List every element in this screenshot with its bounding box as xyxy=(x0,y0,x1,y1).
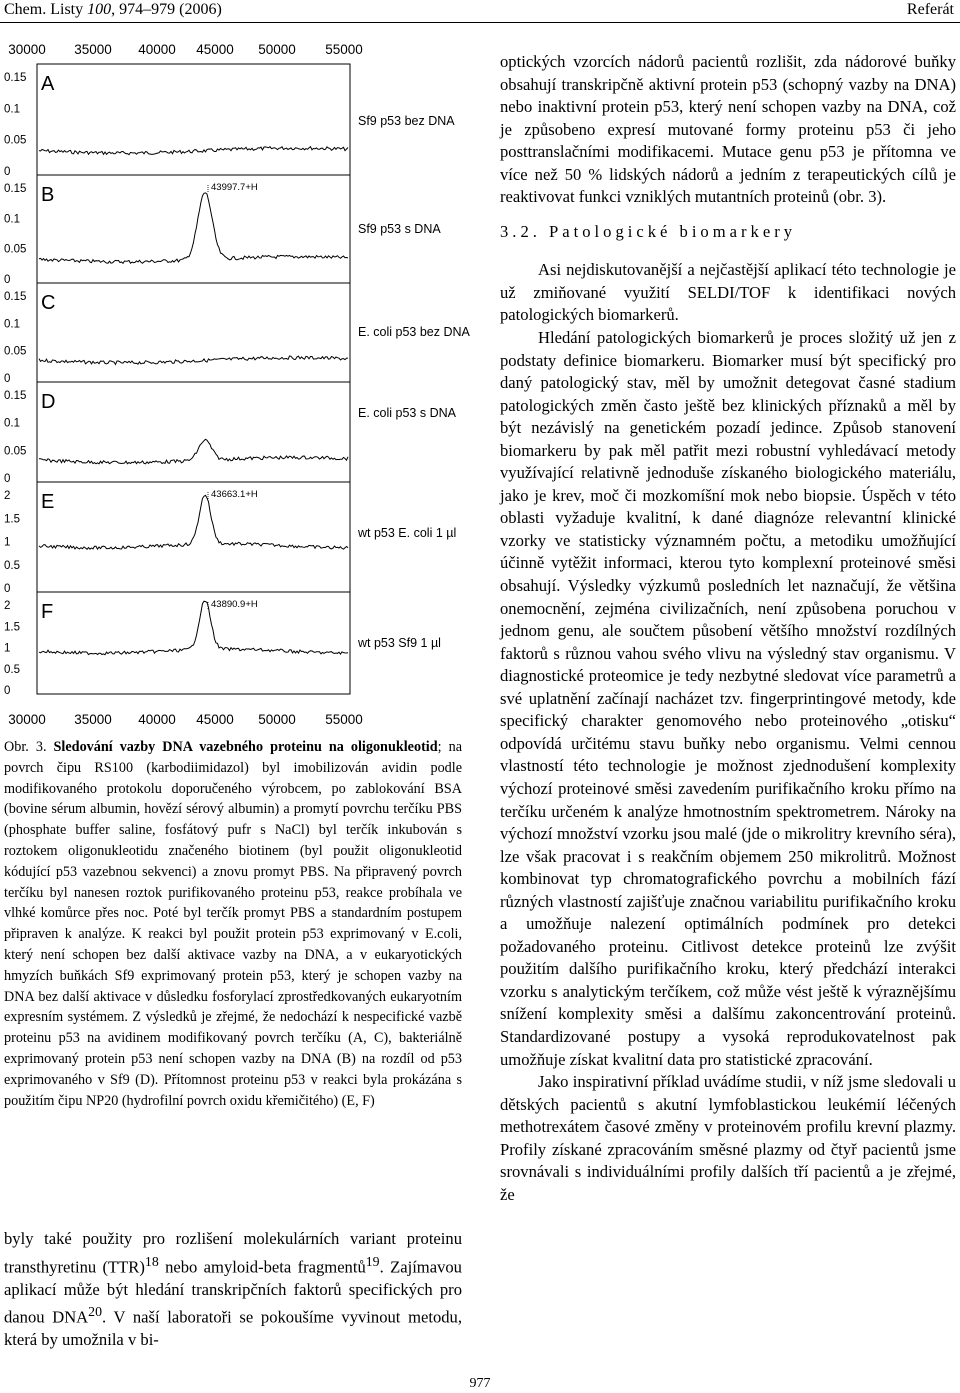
top-axis-tick: 35000 xyxy=(74,42,112,57)
spectrum-trace xyxy=(39,193,348,264)
panel-label: E. coli p53 s DNA xyxy=(358,406,456,420)
bottom-axis-tick: 30000 xyxy=(8,712,46,727)
paragraph-3: Jako inspirativní příklad uvádíme studii, v níž jsme sledovali u dětských pacientů s akutní lymfoblastickou leukémií léčených methotrexátem časové změny v proteinovém profilu krevní plazmy. Profily získané zpracováním směsné plazmy od čtyř pacientů jsme srovnávali s individuálními profily dalších tří pacientů a je zřejmé, že xyxy=(500,1072,956,1204)
bottom-axis-tick: 35000 xyxy=(74,712,112,727)
top-axis-tick: 55000 xyxy=(325,42,363,57)
y-tick-label: 0.5 xyxy=(4,663,20,676)
top-axis-tick: 50000 xyxy=(258,42,296,57)
top-axis-tick: 45000 xyxy=(196,42,234,57)
top-axis-tick: 40000 xyxy=(138,42,176,57)
plot-frame xyxy=(37,64,350,694)
y-tick-label: 0 xyxy=(4,373,11,385)
peak-label: 43890.9+H xyxy=(211,599,258,610)
panel-letter: B xyxy=(41,184,55,206)
panel-letter: C xyxy=(41,292,56,314)
panel-label: wt p53 E. coli 1 µl xyxy=(358,526,457,540)
ref-20: 20 xyxy=(88,1304,102,1320)
journal-citation: Chem. Listy 100, 974–979 (2006) xyxy=(4,1,222,18)
spectrum-trace xyxy=(39,356,348,364)
ref-18: 18 xyxy=(144,1253,159,1269)
y-tick-label: 1.5 xyxy=(4,513,20,526)
paragraph-2: Hledání patologických biomarkerů je proces složitý už jen z podstaty definice biomarkeru. Biomarker musí být specifický pro daný patologický stav, měl by umožnit detegovat časné stadium patologických změn často ještě bez klinických příznaků a měl by být nezávislý na genetickém pozadí jedince. Způsob stanovení biomarkeru by pak měl patřit mezi robustní vyhledávací metody využívající relativně jednoduše získaného biologického materiálu, jako je krev, moč či mozkomíšní mok nebo biopsie. Úspěch v této oblasti vyžaduje kvalitní, k dané diagnóze relevantní klinické vzorky ve statisticky významném počtu, a metodiku umožňující účinně vytěžit informaci, kterou tyto komplexní proteinové směsi obsahují. Výsledky výzkumů posledních let naznačují, že většina onemocnění, zejména civilizačních, není způsobena poruchou v jednom genu, ale součtem působení většího množství rozdílných faktorů s různou vahou svého vlivu na výsledný stav organismu. V diagnostické proteomice je tedy nezbytné sledovat více parametrů a své uplatnění začínají nacházet tzv. fingerprintingové metody, kde specifický charakter genomového nebo proteinového „otisku“ odpovídá určitému stavu buňky nebo organismu. Velmi cennou vlastností této technologie je možnost zjednodušení komplexity výchozí proteinové směsi zavedením purifikačního kroku přímo na terčíku určeném k analýze hmotnostním spektrometrem. Nároky na výchozí množství vzorku jsou malé (jde o mikrolitry krevního séra), lze však pracovat i s reakčním objemem 250 mikrolitrů. Možnost kombinovat typ chromatografického povrchu a mobilních fází různých vlastností zajišťuje značnou variabilitu purifikačního kroku a umožňuje nalezení optimálních podmínek pro detekci požadovaného proteinu. Citlivost detekce proteinů lze zvýšit použitím dalšího purifikačního kroku, který předchází interakci vzorku s analytickým terčíkem, což může vést ještě k výraznějšímu snížení komplexity směsi a dalšímu zakoncentrování proteinů. Standardizované postupy a vysoká reprodukovatelnost pak umožňuje získat kvalitní data pro statistické zpracování. xyxy=(500,328,956,1069)
panel-label: wt p53 Sf9 1 µl xyxy=(358,636,441,650)
y-tick-label: 0.1 xyxy=(4,213,20,226)
spectrum-trace xyxy=(39,147,348,155)
figure-3-spectra xyxy=(0,40,480,730)
spectrum-trace xyxy=(39,495,348,549)
paragraph-continued: optických vzorcích nádorů pacientů rozlišit, zda nádorové buňky obsahují transkripčně aktivní protein p53 (schopný vazby na DNA) nebo inaktivní protein p53, který není schopen vazby na DNA, což je způsobeno expresí mutované formy proteinu p53 či jeho posttranslačními modifikacemi. Mutace genu p53 je přítomna ve více než 50 % lidských nádorů a jedním z terapeutických cílů je reaktivovat funkci vzniklých mutantních proteinů (obr. 3). xyxy=(500,52,956,207)
panel-label: Sf9 p53 s DNA xyxy=(358,222,441,236)
bottom-axis-tick: 55000 xyxy=(325,712,363,727)
peak-label: 43663.1+H xyxy=(211,489,258,500)
bottom-axis-tick: 45000 xyxy=(196,712,234,727)
y-tick-label: 2 xyxy=(4,600,11,612)
y-tick-label: 0 xyxy=(4,274,11,286)
panel-letter: A xyxy=(41,73,55,95)
caption-text: ; na povrch čipu RS100 (karbodiimidazol) byl imobilizován avidin podle modifikovaného protokolu doporučeného výrobcem, po zablokování BSA (bovine sérum albumin, hovězí sérový albumin) a promytí povrchu terčíku PBS (phosphate buffer saline, fosfátový pufr s NaCl) byl terčík inkubován s roztokem oligonukleotidu značeného biotinem (byl použit oligonukleotid kódující p53 vazebnou sekvenci) a znovu promyt PBS. Na připravený povrch terčíku byl nanesen roztok purifikovaného proteinu p53, reakce probíhala ve vlhké komůrce přes noc. Poté byl terčík promyt PBS a standardním postupem připraven k analýze. K reakci byl použit protein p53 exprimovaný v E.coli, který není schopen bez další aktivace vazby na DNA, a v eukaryotických hmyzích buňkách Sf9 exprimovaný protein p53, který je schopen vazby na DNA bez další aktivace v důsledku fosforylací zprostředkovaných eukaryotním expresním systémem. Z výsledků je zřejmé, že nedochází k nespecifické vazbě proteinu p53 na avidinem modifikovaný povrch terčíku (A, C), bakteriálně exprimovaný protein p53 není schopen vazby na DNA (B) na rozdíl od p53 exprimovaného v Sf9 (D). Přítomnost proteinu p53 v reakci byla prokázána s použitím čipu NP20 (hydrofilní povrch oxidu křemičitého) (E, F) xyxy=(4,739,462,1109)
bottom-axis-tick: 50000 xyxy=(258,712,296,727)
bottom-axis-tick: 40000 xyxy=(138,712,176,727)
y-tick-label: 0.15 xyxy=(4,390,27,402)
y-tick-label: 1 xyxy=(4,642,11,655)
right-column xyxy=(500,51,956,1206)
y-tick-label: 0 xyxy=(4,685,11,697)
top-axis-tick: 30000 xyxy=(8,42,46,57)
panel-letter: D xyxy=(41,391,56,413)
left-body-text: byly také použity pro rozlišení molekulárních variant proteinu transthyretinu (TTR)$^{18}$ nebo amyloid-beta fragmentů$^{19}$. Zajímavou aplikací může být hledání transkripčních faktorů specifických pro danou DNA$^{20}$. V naší laboratoři se pokoušíme vyvinout metodu, která by umožnila v bi- xyxy=(4,1229,462,1350)
section-label: Referát xyxy=(906,1,954,18)
y-tick-label: 0.1 xyxy=(4,318,20,331)
y-tick-label: 0.1 xyxy=(4,103,20,116)
page-number: 977 xyxy=(469,1376,491,1391)
y-tick-label: 0.05 xyxy=(4,445,27,458)
header-rule xyxy=(0,22,960,23)
y-tick-label: 0.5 xyxy=(4,559,20,572)
figure-caption xyxy=(4,737,462,1111)
ref-19: 19 xyxy=(365,1253,380,1269)
y-tick-label: 2 xyxy=(4,490,11,502)
y-tick-label: 0.05 xyxy=(4,243,27,256)
caption-title: Sledování vazby DNA vazebného proteinu na oligonukleotid xyxy=(53,739,438,755)
panel-letter: F xyxy=(41,601,54,623)
y-tick-label: 1.5 xyxy=(4,621,20,634)
y-tick-label: 0.05 xyxy=(4,134,27,147)
peak-label: 43997.7+H xyxy=(211,182,258,193)
paragraph-1: Asi nejdiskutovanější a nejčastější aplikací této technologie je už zmiňované využití SELDI/TOF k identifikaci nových patologických biomarkerů. xyxy=(500,260,956,325)
y-tick-label: 0.05 xyxy=(4,345,27,358)
y-tick-label: 0 xyxy=(4,166,11,178)
panel-letter: E xyxy=(41,491,55,513)
panel-label: E. coli p53 bez DNA xyxy=(358,325,470,339)
spectrum-trace xyxy=(39,601,348,655)
caption-lead: Obr. 3. xyxy=(4,739,54,755)
y-tick-label: 0.15 xyxy=(4,72,27,84)
y-tick-label: 0.15 xyxy=(4,183,27,195)
panel-label: Sf9 p53 bez DNA xyxy=(358,114,455,128)
spectrum-trace xyxy=(39,439,348,464)
section-heading: 3.2. Patologické biomarkery xyxy=(500,221,797,241)
y-tick-label: 0 xyxy=(4,583,11,595)
y-tick-label: 0.15 xyxy=(4,291,27,303)
y-tick-label: 1 xyxy=(4,536,11,549)
y-tick-label: 0 xyxy=(4,473,11,485)
y-tick-label: 0.1 xyxy=(4,417,20,430)
running-header xyxy=(0,0,960,24)
